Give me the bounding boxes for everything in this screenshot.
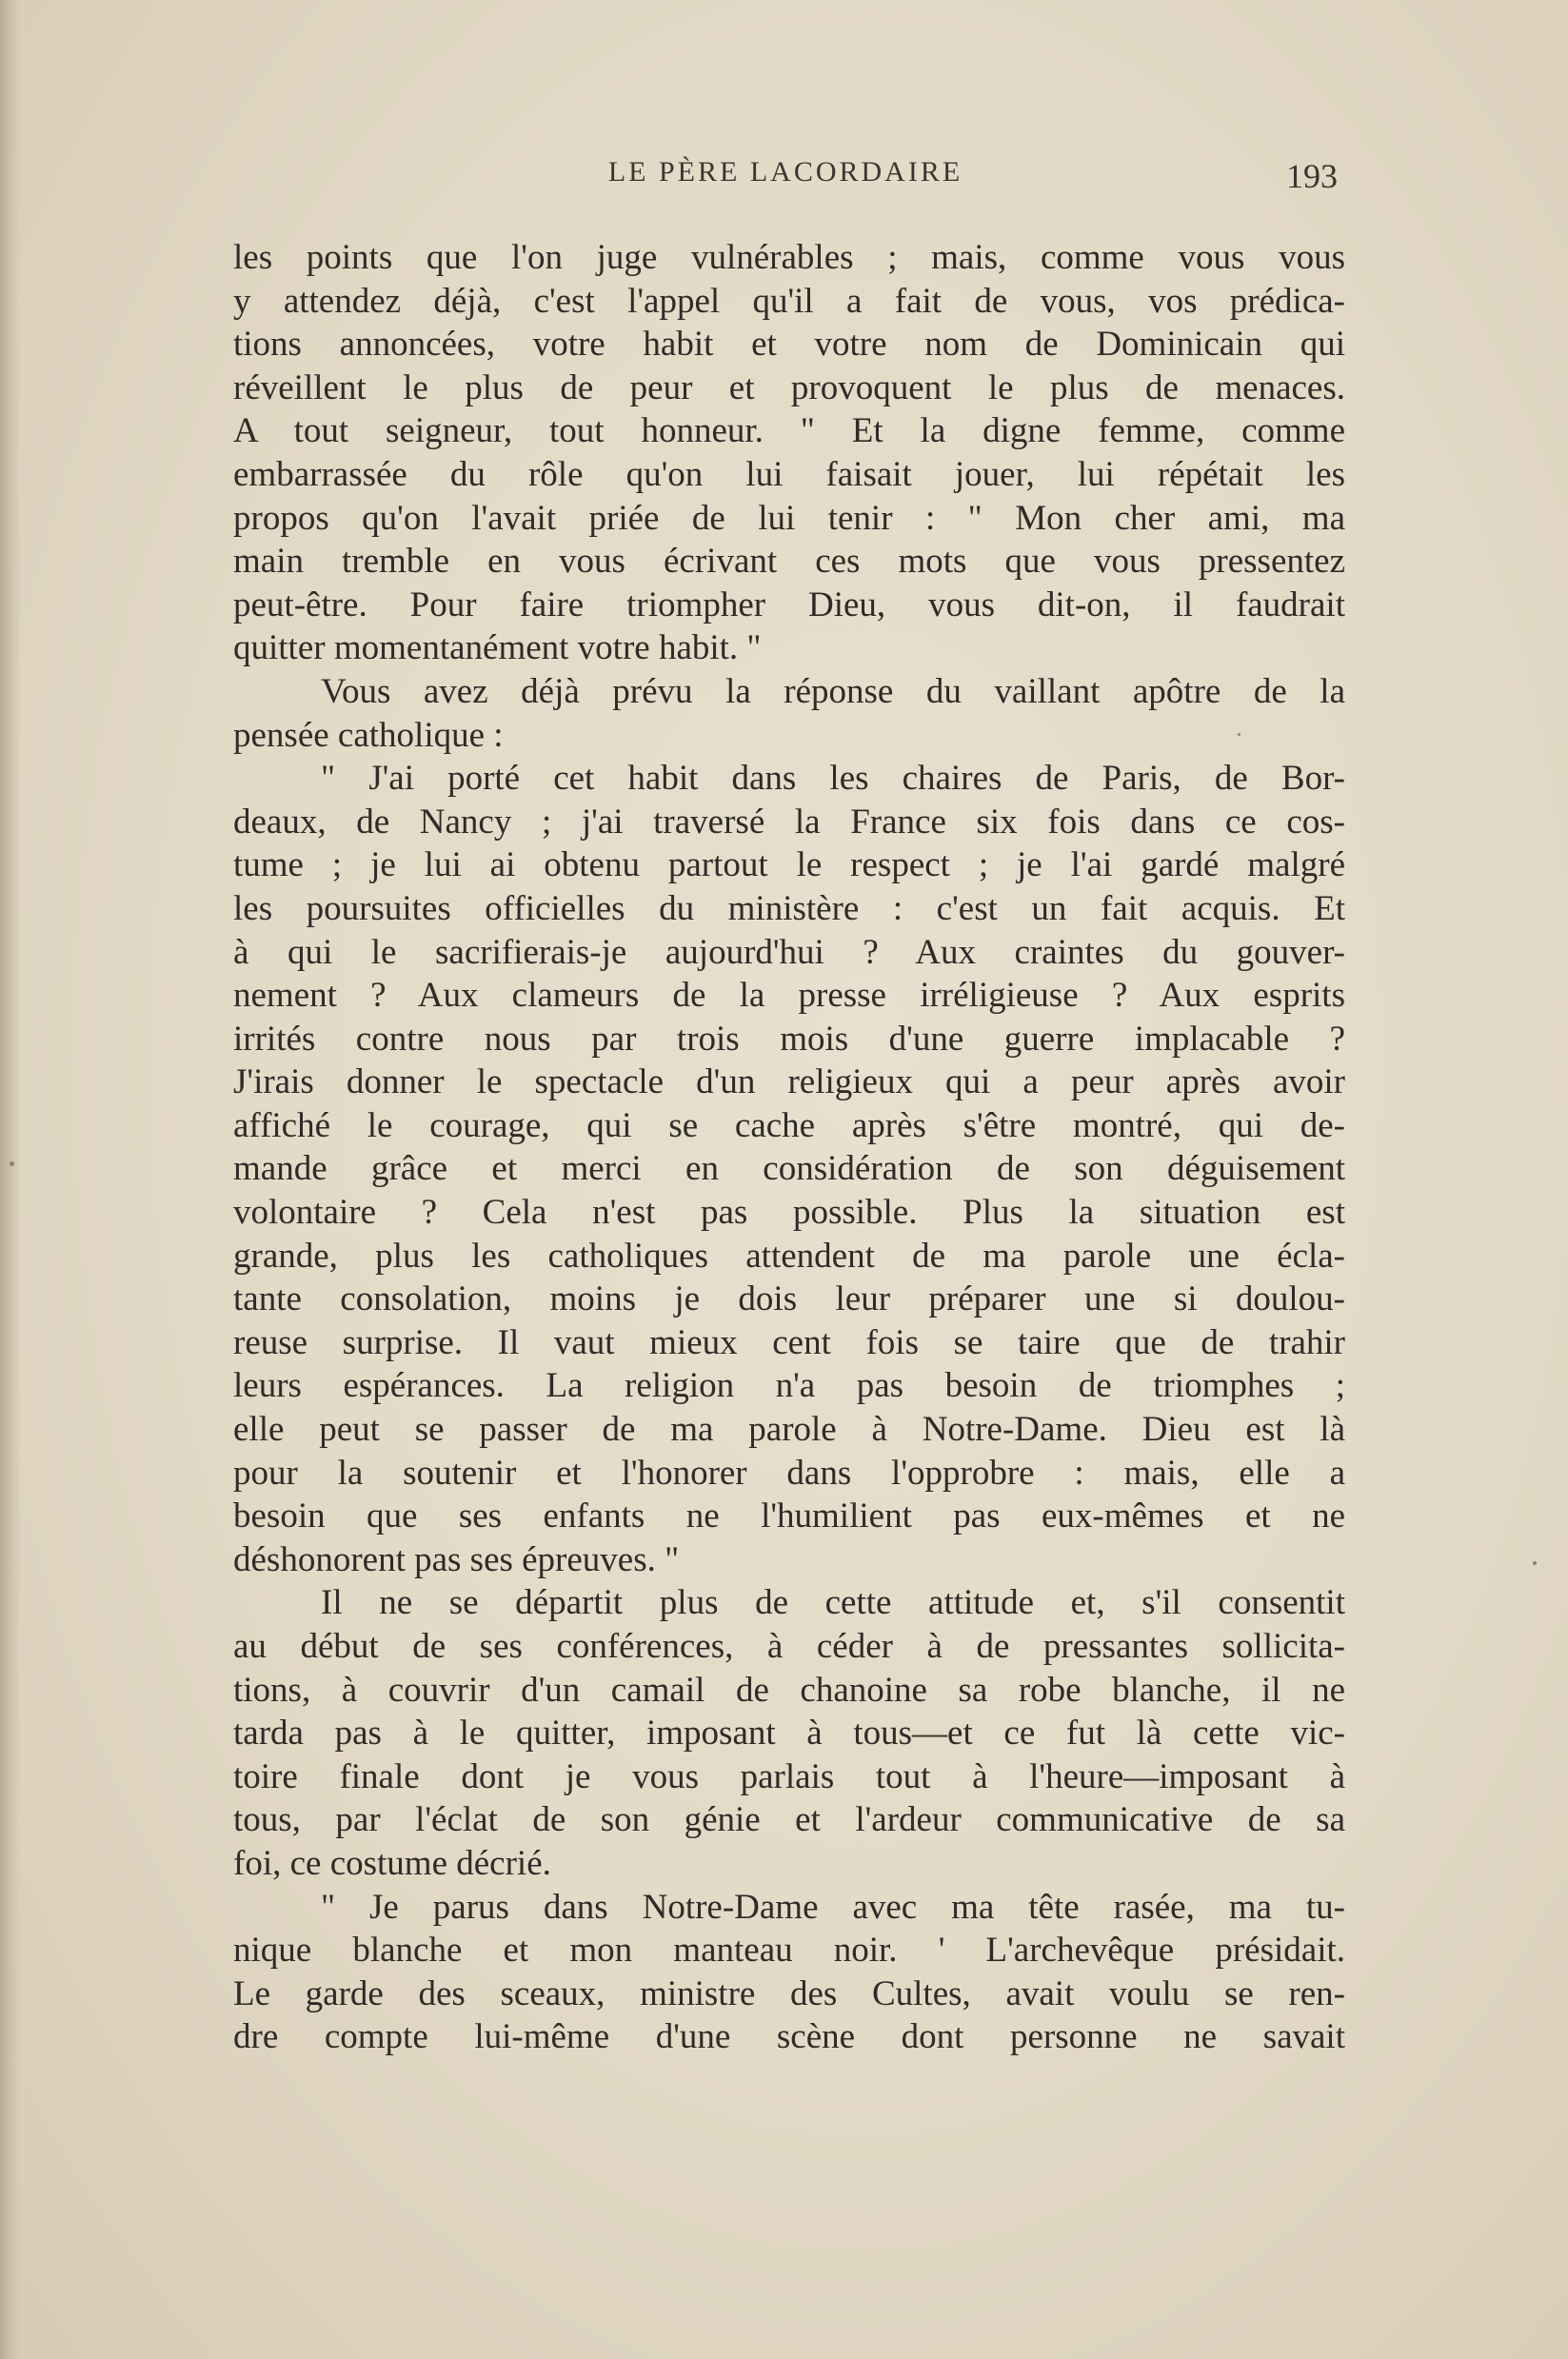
paper-speck: [1238, 733, 1241, 736]
text-line: au début de ses conférences, à céder à de pressantes sollicita-: [233, 1627, 1345, 1666]
text-line: Il ne se départit plus de cette attitude et, s'il consentit: [321, 1583, 1345, 1623]
text-line: tous, par l'éclat de son génie et l'ardeur communicative de sa: [233, 1800, 1345, 1840]
text-line: dre compte lui-même d'une scène dont personne ne savait: [233, 2017, 1345, 2057]
text-line: main tremble en vous écrivant ces mots que vous pressentez: [233, 542, 1345, 582]
text-line: tions annoncées, votre habit et votre nom de Dominicain qui: [233, 325, 1345, 365]
text-line: " J'ai porté cet habit dans les chaires de Paris, de Bor-: [321, 759, 1345, 799]
text-line: tante consolation, moins je dois leur préparer une si doulou-: [233, 1279, 1345, 1319]
text-line: reuse surprise. Il vaut mieux cent fois se taire que de trahir: [233, 1322, 1345, 1362]
text-line: tions, à couvrir d'un camail de chanoine sa robe blanche, il ne: [233, 1670, 1345, 1710]
page-number: 193: [1286, 157, 1338, 195]
text-line: irrités contre nous par trois mois d'une guerre implacable ?: [233, 1019, 1345, 1059]
text-line: Le garde des sceaux, ministre des Cultes, avait voulu se ren-: [233, 1973, 1345, 2013]
text-line: toire finale dont je vous parlais tout à l'heure—imposant à: [233, 1756, 1345, 1796]
text-line: réveillent le plus de peur et provoquent le plus de menaces.: [233, 367, 1345, 407]
text-line: nique blanche et mon manteau noir. ' L'archevêque présidait.: [233, 1931, 1345, 1971]
text-line: y attendez déjà, c'est l'appel qu'il a fait de vous, vos prédica-: [233, 281, 1345, 321]
paper-speck: [10, 1161, 14, 1166]
running-head: [233, 156, 1338, 198]
text-line: elle peut se passer de ma parole à Notre-Dame. Dieu est là: [233, 1410, 1345, 1450]
running-title: LE PÈRE LACORDAIRE: [607, 156, 963, 188]
text-line: tarda pas à le quitter, imposant à tous—et ce fut là cette vic-: [233, 1714, 1345, 1754]
text-line: les points que l'on juge vulnérables ; mais, comme vous vous: [233, 238, 1345, 277]
text-line: besoin que ses enfants ne l'humilient pas eux-mêmes et ne: [233, 1497, 1345, 1536]
text-line: pour la soutenir et l'honorer dans l'opprobre : mais, elle a: [233, 1453, 1345, 1493]
text-line: volontaire ? Cela n'est pas possible. Plus la situation est: [233, 1193, 1345, 1233]
text-line: deaux, de Nancy ; j'ai traversé la France six fois dans ce cos-: [233, 802, 1345, 842]
text-line: grande, plus les catholiques attendent de ma parole une écla-: [233, 1236, 1345, 1276]
text-line: propos qu'on l'avait priée de lui tenir : " Mon cher ami, ma: [233, 498, 1345, 538]
text-line: tume ; je lui ai obtenu partout le respect ; je l'ai gardé malgré: [233, 845, 1345, 885]
text-line: foi, ce costume décrié.: [233, 1843, 551, 1883]
text-line: " Je parus dans Notre-Dame avec ma tête rasée, ma tu-: [321, 1887, 1345, 1927]
text-line: déshonorent pas ses épreuves. ": [233, 1539, 680, 1579]
text-line: quitter momentanément votre habit. ": [233, 628, 762, 668]
text-line: embarrassée du rôle qu'on lui faisait jouer, lui répétait les: [233, 454, 1345, 494]
text-line: à qui le sacrifierais-je aujourd'hui ? Aux craintes du gouver-: [233, 932, 1345, 972]
spine-shadow: [0, 0, 21, 2359]
text-line: A tout seigneur, tout honneur. " Et la digne femme, comme: [233, 411, 1345, 451]
text-line: pensée catholique :: [233, 715, 504, 755]
text-line: mande grâce et merci en considération de son déguisement: [233, 1149, 1345, 1189]
text-line: peut-être. Pour faire triompher Dieu, vous dit-on, il faudrait: [233, 585, 1345, 624]
body-text: [233, 236, 1345, 2059]
paper-speck: [1533, 1561, 1537, 1565]
text-line: leurs espérances. La religion n'a pas besoin de triomphes ;: [233, 1366, 1345, 1406]
text-line: affiché le courage, qui se cache après s'être montré, qui de-: [233, 1105, 1345, 1145]
text-line: Vous avez déjà prévu la réponse du vaillant apôtre de la: [321, 671, 1345, 711]
text-line: les poursuites officielles du ministère : c'est un fait acquis. Et: [233, 888, 1345, 928]
text-line: J'irais donner le spectacle d'un religieux qui a peur après avoir: [233, 1062, 1345, 1102]
text-line: nement ? Aux clameurs de la presse irréligieuse ? Aux esprits: [233, 976, 1345, 1016]
